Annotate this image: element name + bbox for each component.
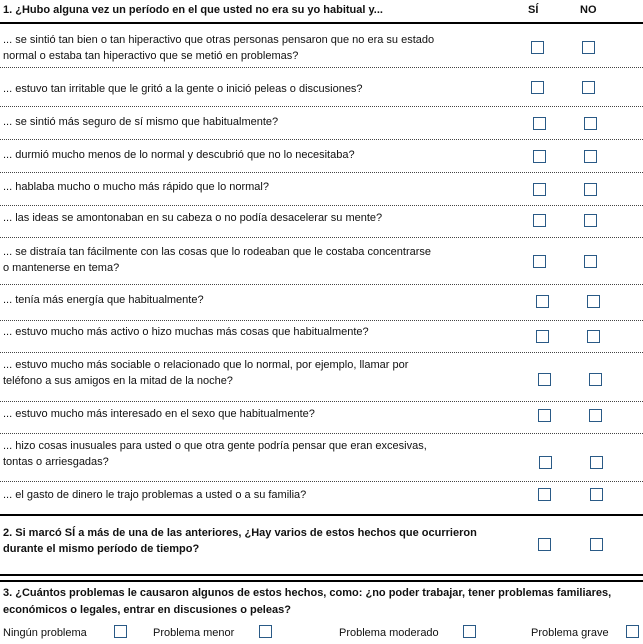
- option-label-minor: Problema menor: [153, 627, 235, 639]
- checkbox-no[interactable]: [589, 373, 602, 386]
- checkbox-si[interactable]: [538, 373, 551, 386]
- checkbox-no[interactable]: [587, 330, 600, 343]
- column-header-no: NO: [580, 4, 597, 16]
- checkbox-no[interactable]: [584, 214, 597, 227]
- item-text: ... estuvo mucho más interesado en el sexo que habitualmente?: [3, 408, 315, 420]
- question-3: [0, 580, 643, 644]
- checkbox-no[interactable]: [584, 255, 597, 268]
- checkbox-no[interactable]: [589, 409, 602, 422]
- item-text: ... el gasto de dinero le trajo problemas a usted o a su familia?: [3, 489, 307, 501]
- checkbox-si[interactable]: [533, 183, 546, 196]
- item-text: ... las ideas se amontonaban en su cabeza o no podía desacelerar su mente?: [3, 212, 383, 224]
- checkbox-si[interactable]: [531, 41, 544, 54]
- checkbox-si[interactable]: [533, 150, 546, 163]
- checkbox-si[interactable]: [539, 456, 552, 469]
- checkbox-no[interactable]: [584, 150, 597, 163]
- question-1-item-11: [0, 402, 643, 434]
- checkbox-no[interactable]: [590, 456, 603, 469]
- checkbox-si[interactable]: [533, 255, 546, 268]
- question-1-item-13: [0, 482, 643, 512]
- column-header-si: SÍ: [528, 4, 539, 16]
- question-1-item-4: [0, 140, 643, 173]
- checkbox-no[interactable]: [590, 488, 603, 501]
- checkbox-si[interactable]: [536, 330, 549, 343]
- checkbox-problema-menor[interactable]: [259, 625, 272, 638]
- checkbox-no[interactable]: [590, 538, 603, 551]
- checkbox-si[interactable]: [538, 538, 551, 551]
- item-text: ... estuvo tan irritable que le gritó a la gente o inició peleas o discusiones?: [3, 83, 363, 95]
- question-1-item-5: [0, 173, 643, 206]
- checkbox-no[interactable]: [584, 183, 597, 196]
- checkbox-si[interactable]: [533, 117, 546, 130]
- checkbox-si[interactable]: [533, 214, 546, 227]
- question-1-item-7: [0, 238, 643, 285]
- option-label-moderate: Problema moderado: [339, 627, 439, 639]
- question-1-item-3: [0, 107, 643, 140]
- question-1-item-8: [0, 285, 643, 321]
- checkbox-si[interactable]: [538, 409, 551, 422]
- checkbox-si[interactable]: [531, 81, 544, 94]
- option-label-severe: Problema grave: [531, 627, 609, 639]
- item-text: ... estuvo mucho más activo o hizo muchas más cosas que habitualmente?: [3, 326, 369, 338]
- checkbox-problema-moderado[interactable]: [463, 625, 476, 638]
- question-1-item-1: [0, 24, 643, 68]
- question-1-header: [0, 0, 643, 24]
- item-text: ... hizo cosas inusuales para usted o que otra gente podría pensar que eran excesivas, tontas o arriesgadas?: [3, 440, 427, 468]
- item-text: ... se sintió más seguro de sí mismo que habitualmente?: [3, 116, 279, 128]
- checkbox-no[interactable]: [582, 41, 595, 54]
- question-1-item-2: [0, 68, 643, 107]
- item-text: ... estuvo mucho más sociable o relacionado que lo normal, por ejemplo, llamar por teléfono a sus amigos en la mitad de la noche?: [3, 359, 409, 387]
- checkbox-no[interactable]: [587, 295, 600, 308]
- item-text: ... durmió mucho menos de lo normal y descubrió que no lo necesitaba?: [3, 149, 355, 161]
- checkbox-no[interactable]: [584, 117, 597, 130]
- option-label-none: Ningún problema: [3, 627, 87, 639]
- question-3-text: 3. ¿Cuántos problemas le causaron algunos de estos hechos, como: ¿no poder trabajar, tener problemas familiares, económicos o legales, entrar en discusiones o peleas?: [3, 587, 612, 616]
- item-text: ... se distraía tan fácilmente con las cosas que lo rodeaban que le costaba concentrarse o mantenerse en tema?: [3, 246, 432, 274]
- item-text: ... tenía más energía que habitualmente?: [3, 294, 204, 306]
- item-text: ... se sintió tan bien o tan hiperactivo que otras personas pensaron que no era su estado normal o estaba tan hiperactivo que se metió en problemas?: [3, 34, 435, 62]
- question-1-item-10: [0, 353, 643, 402]
- checkbox-problema-grave[interactable]: [626, 625, 639, 638]
- question-1-item-9: [0, 321, 643, 353]
- checkbox-si[interactable]: [536, 295, 549, 308]
- checkbox-no[interactable]: [582, 81, 595, 94]
- question-1-item-12: [0, 434, 643, 482]
- question-2-text: 2. Si marcó SÍ a más de una de las anteriores, ¿Hay varios de estos hechos que ocurrieron durante el mismo período de tiempo?: [3, 527, 477, 555]
- checkbox-ningun-problema[interactable]: [114, 625, 127, 638]
- question-1-item-6: [0, 206, 643, 238]
- item-text: ... hablaba mucho o mucho más rápido que lo normal?: [3, 181, 269, 193]
- question-2: [0, 514, 643, 576]
- checkbox-si[interactable]: [538, 488, 551, 501]
- question-1-title: 1. ¿Hubo alguna vez un período en el que usted no era su yo habitual y...: [3, 4, 383, 16]
